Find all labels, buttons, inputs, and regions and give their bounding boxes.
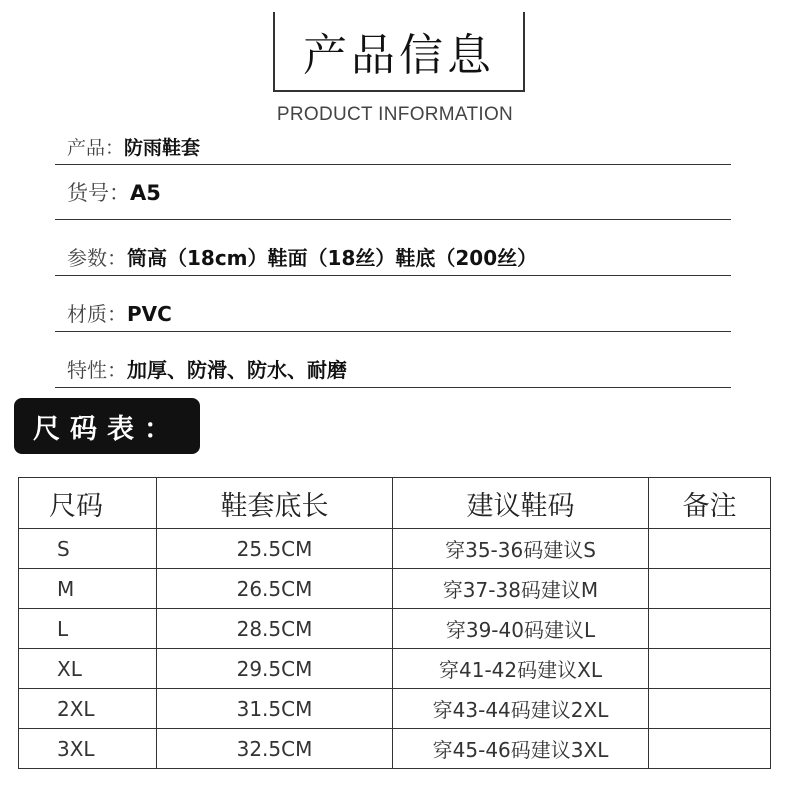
table-row <box>19 569 771 609</box>
info-row-item-number <box>55 164 731 220</box>
size-cell: M <box>19 569 157 609</box>
size-chart-title: 尺码表： <box>33 413 181 445</box>
size-table <box>18 477 771 769</box>
info-row-product <box>55 126 731 165</box>
length-cell: 29.5CM <box>157 649 393 689</box>
table-header-row <box>19 478 771 529</box>
length-cell: 28.5CM <box>157 609 393 649</box>
info-label: 参数： <box>67 246 127 270</box>
size-chart-badge <box>14 398 200 454</box>
size-cell: XL <box>19 649 157 689</box>
recommendation-cell: 穿45-46码建议3XL <box>393 729 649 769</box>
column-header-size: 尺码 <box>19 478 157 529</box>
length-cell: 32.5CM <box>157 729 393 769</box>
info-row-material <box>55 275 731 332</box>
notes-cell <box>649 529 771 569</box>
info-label: 材质： <box>67 302 127 326</box>
notes-cell <box>649 689 771 729</box>
table-row <box>19 689 771 729</box>
length-cell: 25.5CM <box>157 529 393 569</box>
size-cell: 3XL <box>19 729 157 769</box>
recommendation-cell: 穿43-44码建议2XL <box>393 689 649 729</box>
info-value: 加厚、防滑、防水、耐磨 <box>127 358 347 382</box>
info-value: 筒高（18cm）鞋面（18丝）鞋底（200丝） <box>127 246 538 270</box>
recommendation-cell: 穿35-36码建议S <box>393 529 649 569</box>
size-cell: 2XL <box>19 689 157 729</box>
page-subtitle: PRODUCT INFORMATION <box>276 104 514 125</box>
size-cell: L <box>19 609 157 649</box>
table-row <box>19 529 771 569</box>
recommendation-cell: 穿39-40码建议L <box>393 609 649 649</box>
table-row <box>19 609 771 649</box>
notes-cell <box>649 729 771 769</box>
header-title-box <box>273 12 525 92</box>
notes-cell <box>649 649 771 689</box>
table-row <box>19 729 771 769</box>
size-cell: S <box>19 529 157 569</box>
notes-cell <box>649 609 771 649</box>
info-label: 特性： <box>67 358 127 382</box>
info-row-parameters <box>55 219 731 276</box>
recommendation-cell: 穿37-38码建议M <box>393 569 649 609</box>
info-label: 货号： <box>67 181 130 205</box>
column-header-length: 鞋套底长 <box>157 478 393 529</box>
recommendation-cell: 穿41-42码建议XL <box>393 649 649 689</box>
info-label: 产品： <box>67 137 125 159</box>
info-value: 防雨鞋套 <box>124 137 201 159</box>
column-header-notes: 备注 <box>649 478 771 529</box>
length-cell: 31.5CM <box>157 689 393 729</box>
table-row <box>19 649 771 689</box>
length-cell: 26.5CM <box>157 569 393 609</box>
column-header-recommendation: 建议鞋码 <box>393 478 649 529</box>
info-row-features <box>55 331 731 388</box>
notes-cell <box>649 569 771 609</box>
info-value: A5 <box>130 181 161 205</box>
page-title: 产品信息 <box>303 30 495 81</box>
info-value: PVC <box>127 302 172 326</box>
